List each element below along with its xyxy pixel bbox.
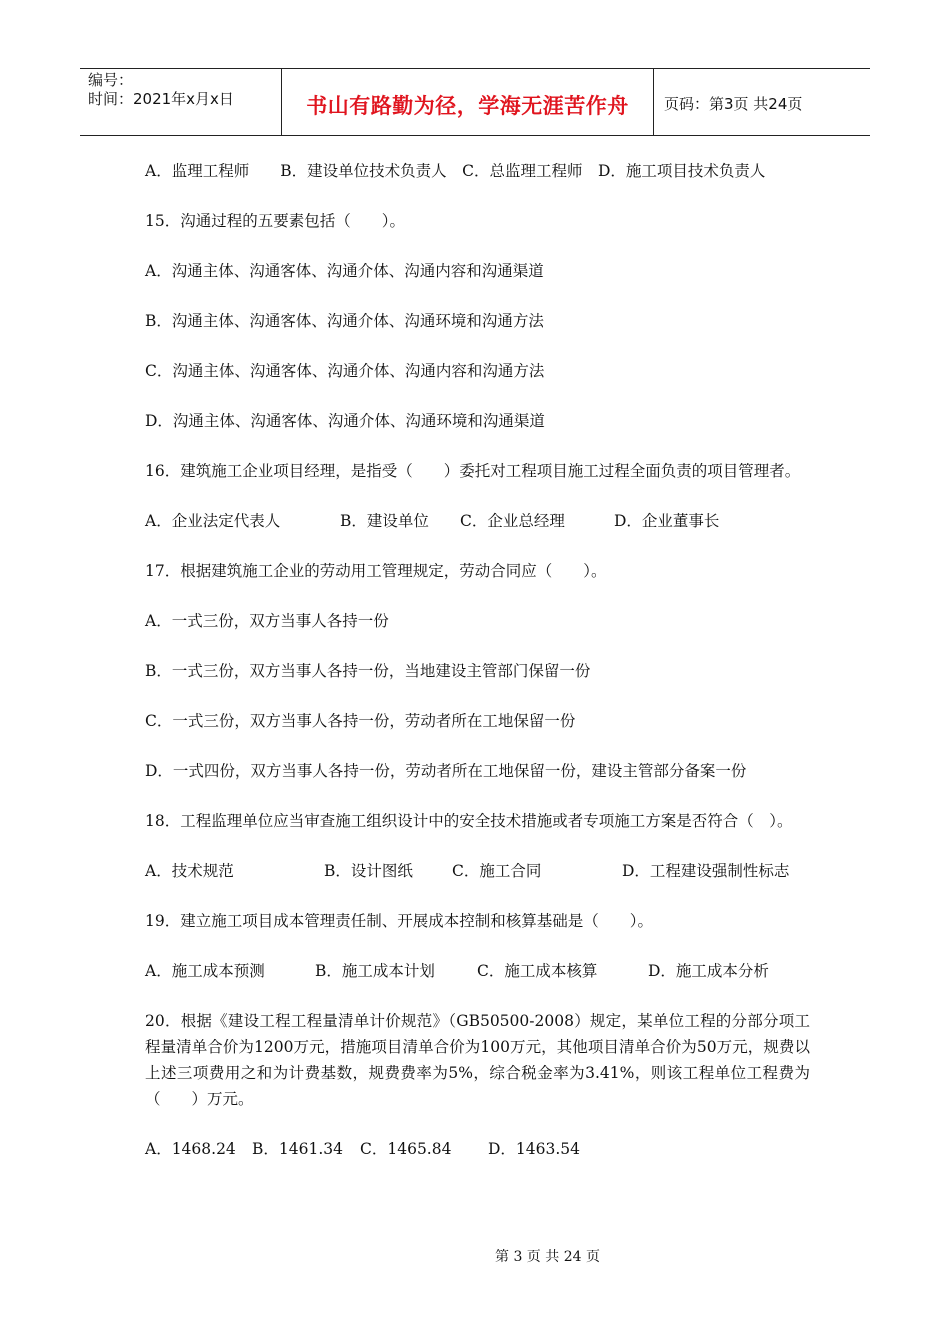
q17-option-a: A．一式三份，双方当事人各持一份 (145, 612, 389, 630)
q20-option-d: D．1463.54 (488, 1140, 581, 1158)
q16-option-a: A．企业法定代表人 (145, 512, 281, 530)
q19-stem: 19．建立施工项目成本管理责任制、开展成本控制和核算基础是（ ）。 (145, 912, 653, 930)
number-label: 编号： (88, 71, 134, 89)
q16-option-c: C．企业总经理 (460, 512, 565, 530)
q17-option-c: C．一式三份，双方当事人各持一份，劳动者所在工地保留一份 (145, 712, 576, 730)
q18-option-b: B．设计图纸 (324, 862, 413, 880)
q18-stem: 18．工程监理单位应当审查施工组织设计中的安全技术措施或者专项施工方案是否符合（ ）。 (145, 812, 793, 830)
q15-option-a: A．沟通主体、沟通客体、沟通介体、沟通内容和沟通渠道 (145, 262, 544, 280)
q17-option-b: B．一式三份，双方当事人各持一份，当地建设主管部门保留一份 (145, 662, 591, 680)
q17-stem: 17．根据建筑施工企业的劳动用工管理规定，劳动合同应（ ）。 (145, 562, 607, 580)
q15-option-c: C．沟通主体、沟通客体、沟通介体、沟通内容和沟通方法 (145, 362, 545, 380)
q19-options (145, 958, 810, 984)
q14-options: A．监理工程师 B．建设单位技术负责人 C．总监理工程师 D．施工项目技术负责人 (145, 162, 766, 180)
q15-option-b: B．沟通主体、沟通客体、沟通介体、沟通环境和沟通方法 (145, 312, 544, 330)
q19-option-b: B．施工成本计划 (315, 962, 435, 980)
q19-option-c: C．施工成本核算 (477, 962, 598, 980)
q18-option-a: A．技术规范 (145, 862, 234, 880)
header-motto: 书山有路勤为径，学海无涯苦作舟 (282, 69, 654, 135)
q20-option-a: A．1468.24 (145, 1140, 236, 1158)
q20-stem: 20．根据《建设工程工程量清单计价规范》（GB50500-2008）规定，某单位工程的分部分项工程量清单合价为1200万元，措施项目清单合价为100万元，其他项目清单合价为50万元，规费以上述三项费用之和为计费基数，规费费率为5%，综合税金率为3.41%，则该工程单位工程费为（ ）万元。 (145, 1012, 810, 1108)
page-header (80, 68, 870, 136)
q20-options (145, 1136, 810, 1162)
header-page-info: 页码：第3页 共24页 (664, 94, 803, 113)
q19-option-d: D．施工成本分析 (648, 962, 769, 980)
q17-option-d: D．一式四份，双方当事人各持一份，劳动者所在工地保留一份，建设主管部分备案一份 (145, 762, 747, 780)
q16-options (145, 508, 810, 534)
header-meta (80, 69, 282, 135)
page-footer: 第 3 页 共 24 页 (495, 1249, 600, 1265)
time-label: 时间：2021年x月x日 (88, 90, 234, 108)
q20-option-b: B．1461.34 (252, 1140, 343, 1158)
q20-option-c: C．1465.84 (360, 1140, 452, 1158)
q19-option-a: A．施工成本预测 (145, 962, 265, 980)
q15-stem: 15．沟通过程的五要素包括（ ）。 (145, 212, 405, 230)
q18-option-d: D．工程建设强制性标志 (622, 862, 790, 880)
q18-option-c: C．施工合同 (452, 862, 542, 880)
q16-option-d: D．企业董事长 (614, 512, 720, 530)
q16-stem: 16．建筑施工企业项目经理，是指受（ ）委托对工程项目施工过程全面负责的项目管理者。 (145, 462, 801, 480)
q16-option-b: B．建设单位 (340, 512, 429, 530)
document-body (145, 158, 810, 1186)
q18-options (145, 858, 810, 884)
q15-option-d: D．沟通主体、沟通客体、沟通介体、沟通环境和沟通渠道 (145, 412, 545, 430)
